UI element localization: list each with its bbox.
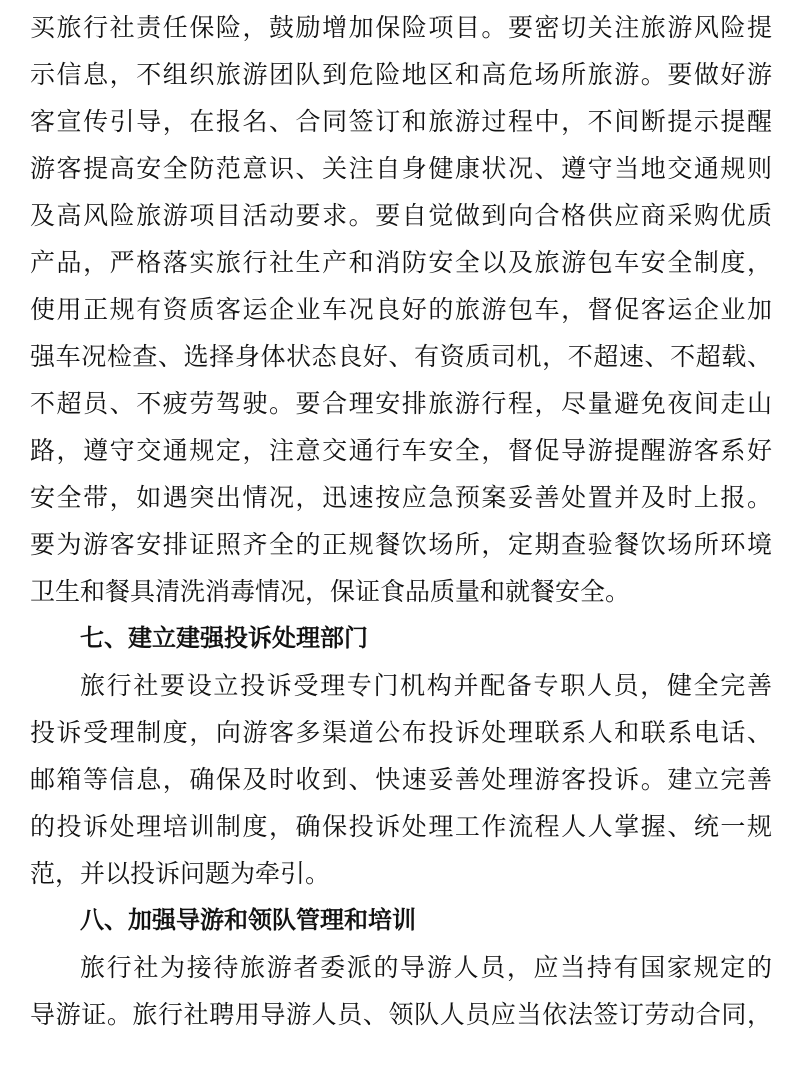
paragraph-line: 投诉受理制度，向游客多渠道公布投诉处理联系人和联系电话、 — [30, 718, 772, 747]
paragraph-line: 游客提高安全防范意识、关注自身健康状况、遵守当地交通规则 — [30, 154, 772, 183]
paragraph-line: 的投诉处理培训制度，确保投诉处理工作流程人人掌握、统一规 — [30, 812, 772, 841]
paragraph-line: 使用正规有资质客运企业车况良好的旅游包车，督促客运企业加 — [30, 295, 772, 324]
paragraph-line: 强车况检查、选择身体状态良好、有资质司机，不超速、不超载、 — [30, 342, 772, 371]
section-heading: 七、建立建强投诉处理部门 — [80, 624, 368, 652]
section-complaint-department — [30, 615, 772, 897]
paragraph-line: 要为游客安排证照齐全的正规餐饮场所，定期查验餐饮场所环境 — [30, 530, 772, 559]
paragraph-line: 客宣传引导，在报名、合同签订和旅游过程中，不间断提示提醒 — [30, 107, 772, 136]
paragraph-line: 卫生和餐具清洗消毒情况，保证食品质量和就餐安全。 — [30, 577, 631, 606]
paragraph-line: 范，并以投诉问题为牵引。 — [30, 859, 331, 888]
paragraph-line: 导游证。旅行社聘用导游人员、领队人员应当依法签订劳动合同， — [30, 1000, 772, 1029]
paragraph-line: 旅行社为接待旅游者委派的导游人员，应当持有国家规定的 — [80, 953, 772, 982]
paragraph-line: 示信息，不组织旅游团队到危险地区和高危场所旅游。要做好游 — [30, 60, 772, 89]
paragraph-line: 路，遵守交通规定，注意交通行车安全，督促导游提醒游客系好 — [30, 436, 772, 465]
document-page — [30, 0, 772, 1038]
paragraph-line: 安全带，如遇突出情况，迅速按应急预案妥善处置并及时上报。 — [30, 483, 772, 512]
paragraph-line: 产品，严格落实旅行社生产和消防安全以及旅游包车安全制度， — [30, 248, 772, 277]
paragraph-line: 不超员、不疲劳驾驶。要合理安排旅游行程，尽量避免夜间走山 — [30, 389, 772, 418]
paragraph-safety-measures — [30, 4, 772, 615]
paragraph-line: 旅行社要设立投诉受理专门机构并配备专职人员，健全完善 — [80, 671, 772, 700]
section-guide-training — [30, 897, 772, 1038]
paragraph-line: 买旅行社责任保险，鼓励增加保险项目。要密切关注旅游风险提 — [30, 13, 772, 42]
section-heading: 八、加强导游和领队管理和培训 — [80, 906, 416, 934]
paragraph-line: 邮箱等信息，确保及时收到、快速妥善处理游客投诉。建立完善 — [30, 765, 772, 794]
paragraph-line: 及高风险旅游项目活动要求。要自觉做到向合格供应商采购优质 — [30, 201, 772, 230]
